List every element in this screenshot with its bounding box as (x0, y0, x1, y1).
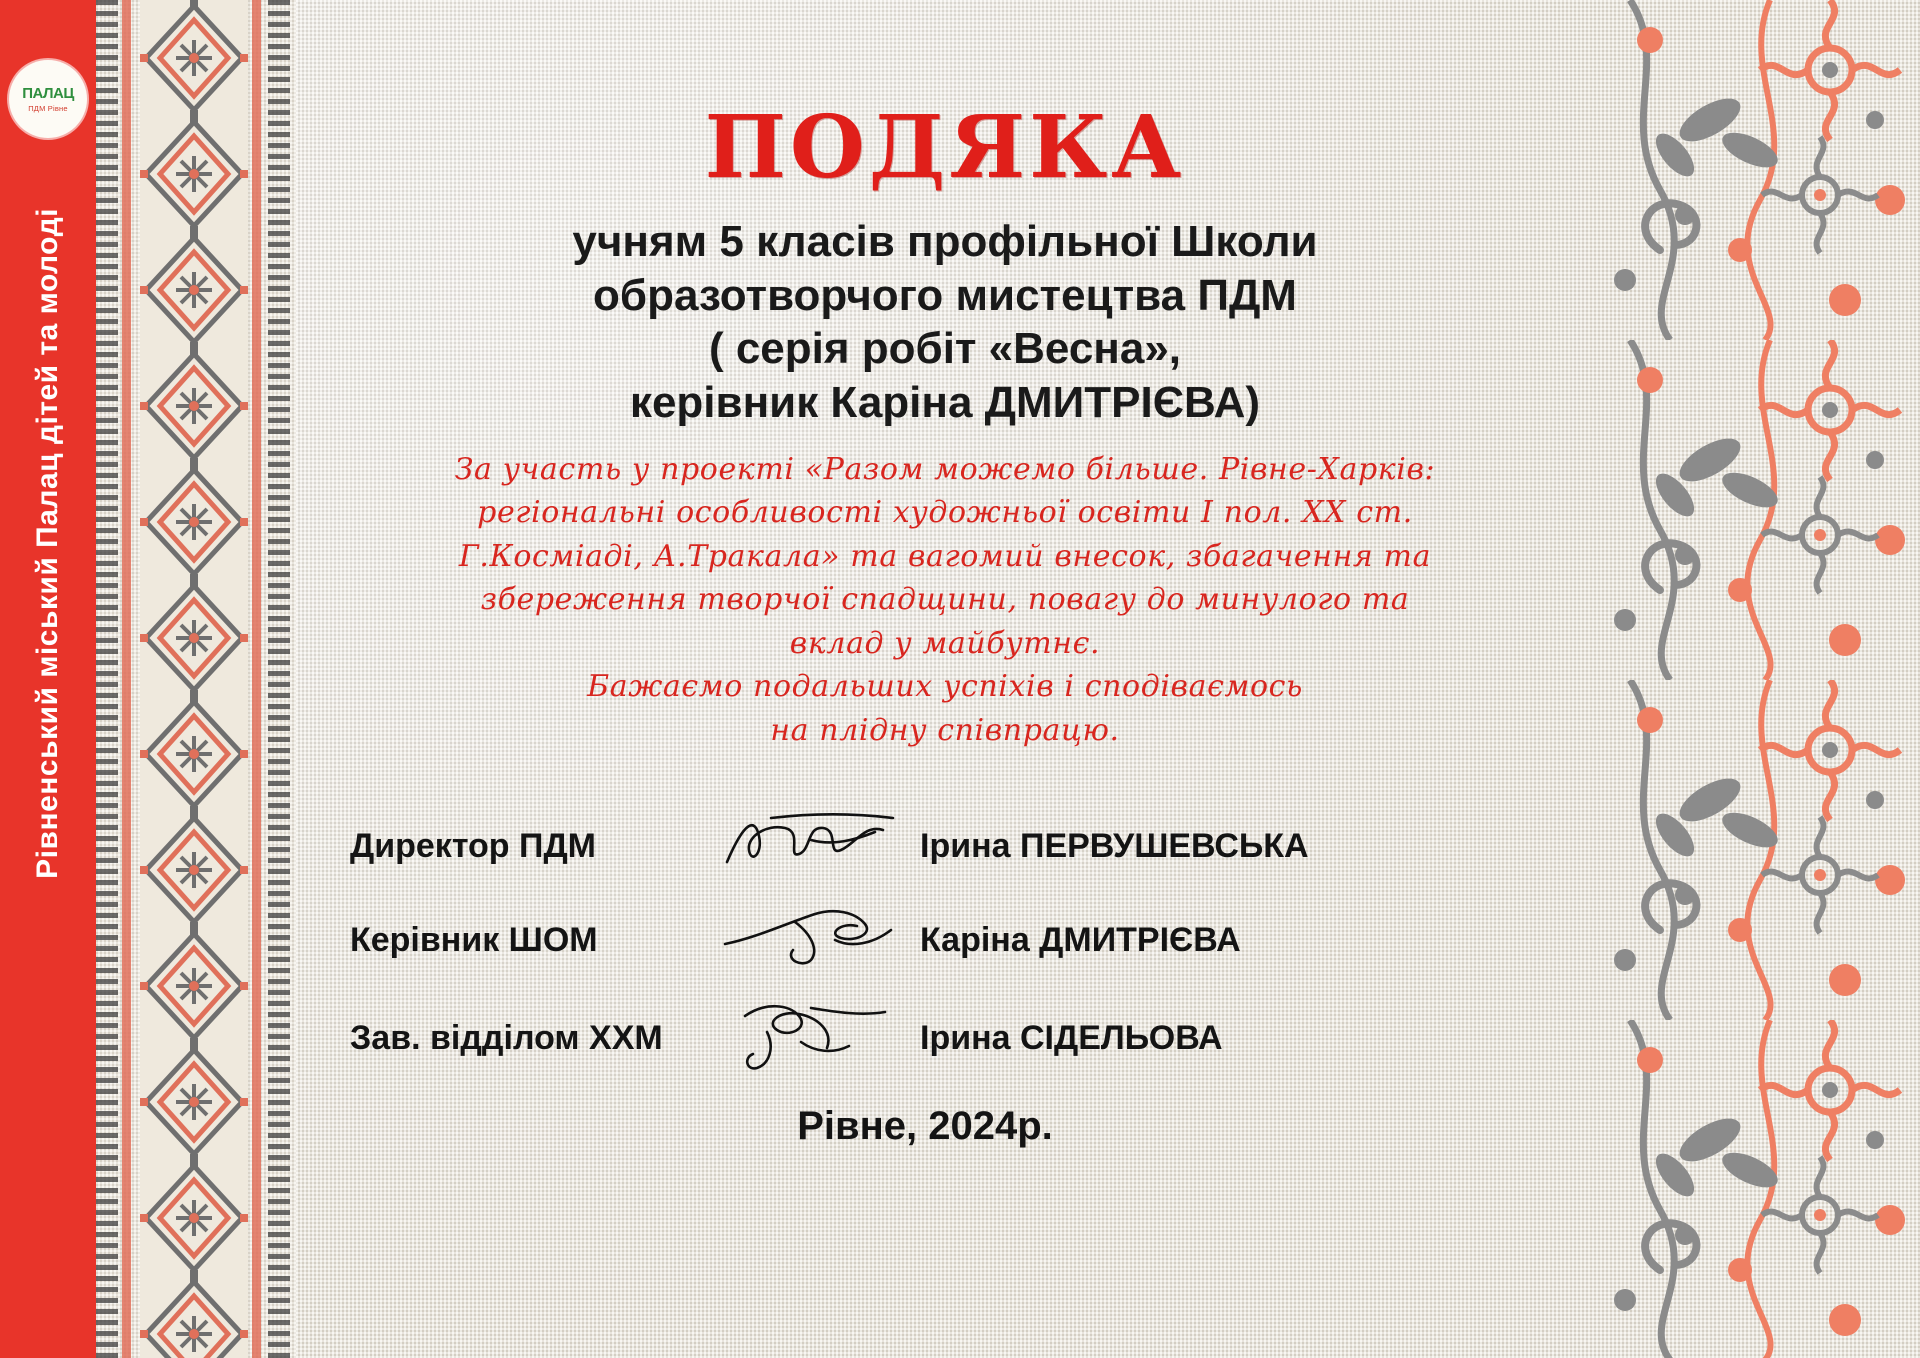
recipient-line-1: учням 5 класів профільної Школи (572, 217, 1318, 266)
signature-name-2: Каріна ДМИТРІЄВА (920, 920, 1241, 959)
signature-row (350, 904, 1570, 976)
signature-role-2: Керівник ШОМ (350, 920, 598, 959)
recipient-line-4: керівник Каріна ДМИТРІЄВА) (629, 378, 1261, 428)
citation-body (320, 448, 1570, 753)
embroidery-dot-stripe-right (268, 0, 290, 1358)
signature-name-3: Ірина СІДЕЛЬОВА (920, 1018, 1223, 1057)
left-embroidery-border (96, 0, 296, 1358)
handwritten-signature-icon (715, 998, 915, 1078)
signature-name-1: Ірина ПЕРВУШЕВСЬКА (920, 826, 1309, 865)
signature-mark-2 (710, 904, 920, 976)
recipient-line-2: образотворчого мистецтва ПДМ (593, 270, 1297, 320)
embroidery-diamond-pattern (140, 0, 248, 1358)
citation-line-6: Бажаємо подальших успіхів і сподіваємось (587, 669, 1303, 705)
place-and-date: Рівне, 2024р. (797, 1104, 1053, 1149)
right-floral-border (1590, 0, 1920, 1358)
citation-line-3: Г.Косміаді, А.Тракала» та вагомий внесок, збагачення та (458, 538, 1432, 574)
signature-mark-3 (710, 998, 920, 1078)
palace-logo-icon (9, 60, 87, 138)
certificate-title: ПОДЯКА (704, 97, 1186, 198)
recipient-line-3: ( серія робіт «Весна», (708, 324, 1182, 374)
floral-pattern-svg (1590, 0, 1920, 1358)
citation-line-1: За участь у проекті «Разом можемо більше. Рівне-Харків: (454, 451, 1436, 487)
left-red-band (0, 0, 96, 1358)
citation-line-4: збереження творчої спадщини, повагу до минулого та (480, 582, 1410, 618)
signature-row (350, 998, 1570, 1078)
signature-mark-1 (710, 810, 920, 882)
citation-line-2: регіональні особливості художньої освіти І пол. ХХ ст. (477, 495, 1413, 531)
embroidery-red-stripe-left (122, 0, 131, 1358)
signature-row (350, 810, 1570, 882)
certificate-content (300, 0, 1590, 1358)
logo-sub-text: ПДМ Рівне (28, 103, 68, 113)
recipient-block (320, 215, 1570, 430)
handwritten-signature-icon (715, 810, 915, 882)
embroidery-dot-stripe-left (96, 0, 118, 1358)
citation-line-5: вклад у майбутнє. (789, 625, 1101, 661)
embroidery-red-stripe-right (252, 0, 261, 1358)
signature-role-1: Директор ПДМ (350, 826, 596, 865)
logo-main-text: ПАЛАЦ (22, 84, 74, 102)
handwritten-signature-icon (715, 904, 915, 976)
signature-role-3: Зав. відділом ХХМ (350, 1018, 663, 1057)
diamond-pattern-svg (140, 0, 248, 1358)
signature-block (320, 810, 1570, 1078)
organization-vertical-title: Рівненський міський Палац дітей та молоді (31, 208, 64, 879)
citation-line-7: на плідну співпрацю. (770, 712, 1120, 748)
